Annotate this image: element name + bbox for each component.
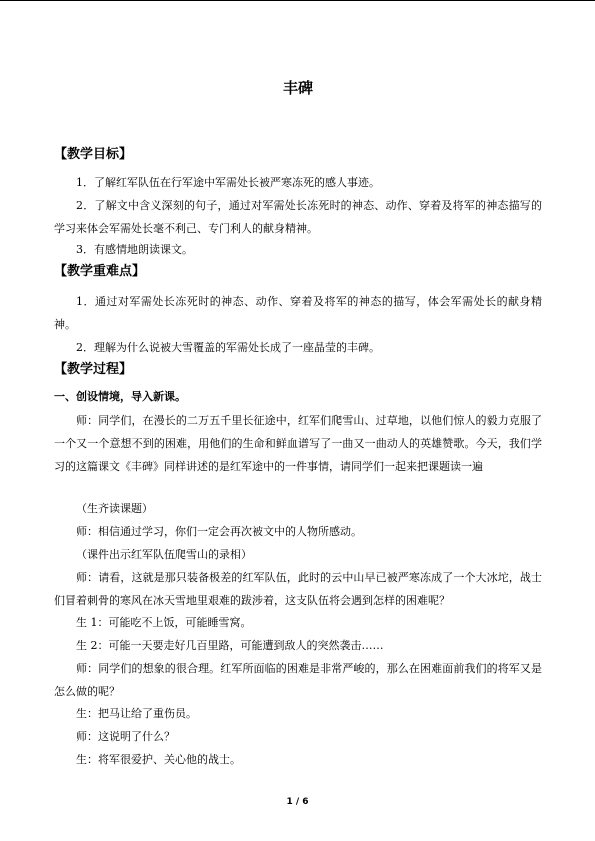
objective-item: 1．了解红军队伍在行军途中军需处长被严寒冻死的感人事迹。 bbox=[76, 176, 380, 189]
key-point-item: 1．通过对军需处长冻死时的神态、动作、穿着及将军的神态的描写，体会军需处长的献身精神。 bbox=[54, 295, 542, 331]
process-subheading: 一、创设情境，导入新课。 bbox=[54, 390, 186, 403]
dialogue-paragraph: 师：同学们，在漫长的二万五千里长征途中，红军们爬雪山、过草地，以他们惊人的毅力克服了一个又一个意想不到的困难，用他们的生命和鲜血谱写了一曲又一曲动人的英雄赞歌。今天，我们学习的这篇课文《丰碑》同样讲述的是红军途中的一件事情，请同学们一起来把课题读一遍 bbox=[54, 414, 542, 473]
objective-item: 2．了解文中含义深刻的句子，通过对军需处长冻死时的神态、动作、穿着及将军的神态描写的学习来体会军需处长毫不利己、专门利人的献身精神。 bbox=[54, 199, 542, 235]
dialogue-paragraph: 生 1：可能吃不上饭，可能睡雪窝。 bbox=[76, 616, 252, 629]
dialogue-paragraph: 生：把马让给了重伤员。 bbox=[76, 707, 197, 720]
dialogue-paragraph: （课件出示红军队伍爬雪山的录相） bbox=[76, 548, 252, 561]
dialogue-paragraph: 师：相信通过学习，你们一定会再次被文中的人物所感动。 bbox=[76, 525, 362, 538]
dialogue-paragraph: 师：同学们的想象的很合理。红军所面临的困难是非常严峻的，那么在困难面前我们的将军又是怎么做的呢？ bbox=[54, 662, 542, 698]
dialogue-paragraph: 生：将军很爱护、关心他的战士。 bbox=[76, 753, 241, 766]
dialogue-paragraph: （生齐读课题） bbox=[76, 502, 153, 515]
document-title: 丰碑 bbox=[282, 79, 313, 97]
top-rule bbox=[0, 0, 595, 1]
page-number: 1 / 6 bbox=[286, 797, 309, 807]
dialogue-paragraph: 师：请看，这就是那只装备极差的红军队伍，此时的云中山早已被严寒冻成了一个大冰坨，战士们冒着刺骨的寒风在冰天雪地里艰难的跋涉着，这支队伍将会遇到怎样的困难呢？ bbox=[54, 571, 542, 607]
section-heading-key-points: 【教学重难点】 bbox=[54, 264, 146, 279]
objective-item: 3．有感情地朗读课文。 bbox=[76, 243, 193, 256]
dialogue-paragraph: 生 2：可能一天要走好几百里路，可能遭到敌人的突然袭击…… bbox=[76, 639, 384, 652]
dialogue-paragraph: 师：这说明了什么？ bbox=[76, 730, 175, 743]
section-heading-objectives: 【教学目标】 bbox=[54, 147, 133, 162]
key-point-item: 2．理解为什么说被大雪覆盖的军需处长成了一座晶莹的丰碑。 bbox=[76, 341, 380, 354]
section-heading-process: 【教学过程】 bbox=[54, 362, 133, 377]
